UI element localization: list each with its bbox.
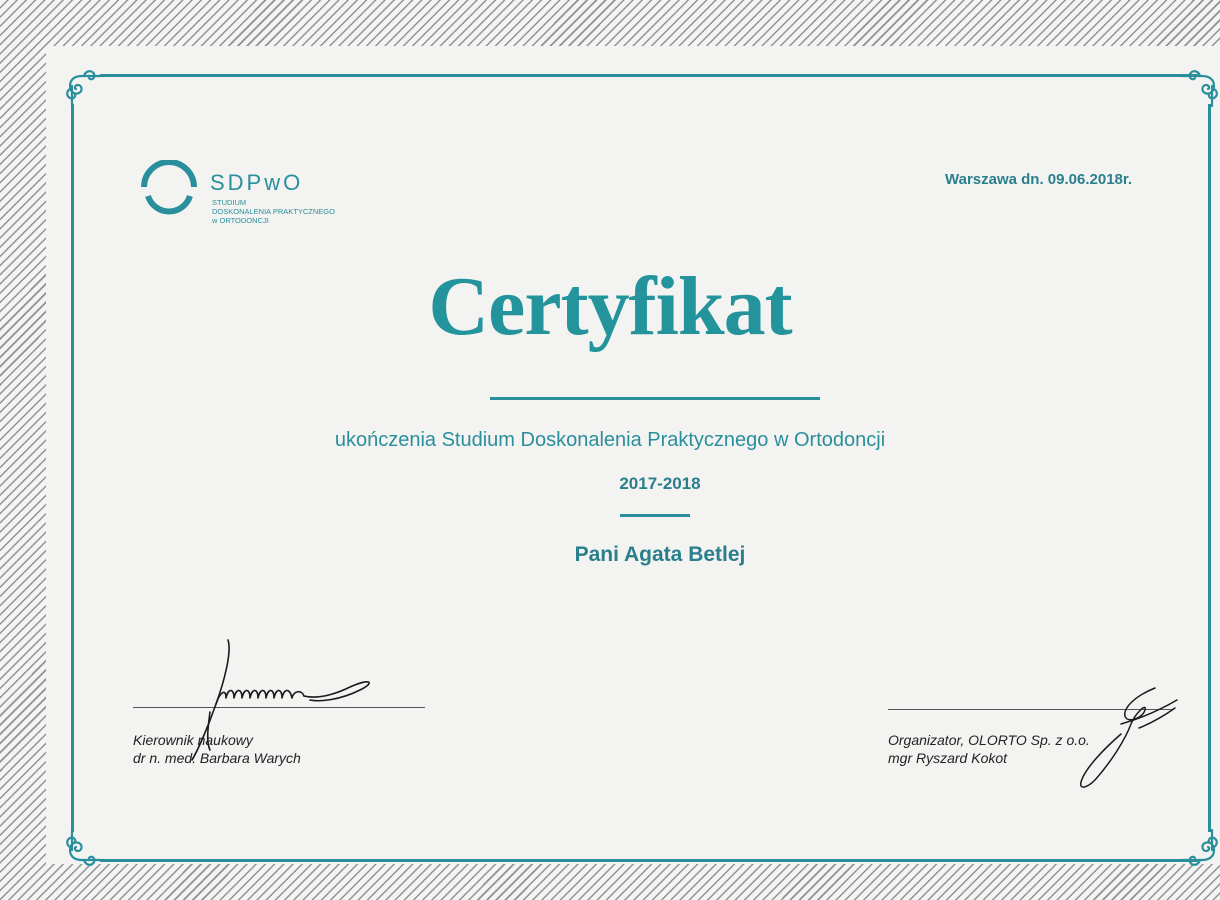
logo-subtitle-line: STUDIUM [212,198,247,207]
certificate-title: Certyfikat [428,260,792,353]
frame-bottom-border [100,859,1198,862]
logo-subtitle-line: w ORTODONCJI [212,216,269,225]
corner-ornament-icon [1178,66,1220,110]
issue-date: Warszawa dn. 09.06.2018r. [945,171,1133,188]
recipient-name: Pani Agata Betlej [574,543,746,566]
sdpwo-circle-logo-icon [138,160,200,222]
logo-subtitle-line: DOSKONALENIA PRAKTYCZNEGO [212,207,335,216]
frame-top-border [100,74,1198,77]
sdpwo-logo [138,160,338,230]
years-divider [620,514,690,517]
frame-left-border [71,104,74,832]
corner-ornament-icon [62,826,106,870]
right-signatory-name: mgr Ryszard Kokot [888,750,1008,766]
certificate-subtitle: ukończenia Studium Doskonalenia Praktycznego w Ortodoncji [334,429,886,451]
frame-right-border [1208,104,1211,832]
certificate-years: 2017-2018 [619,474,701,493]
corner-ornament-icon [1178,826,1220,870]
right-handwritten-signature [1065,684,1185,794]
left-handwritten-signature [180,632,390,772]
right-signatory [888,731,1090,767]
left-signatory-name: dr n. med. Barbara Warych [133,750,301,766]
logo-name: SDPwO [210,170,304,195]
logo-subtitle [212,198,335,225]
left-signatory-role: Kierownik naukowy [133,732,253,748]
right-signatory-role: Organizator, OLORTO Sp. z o.o. [888,732,1090,748]
corner-ornament-icon [62,66,106,110]
title-divider [490,397,820,400]
